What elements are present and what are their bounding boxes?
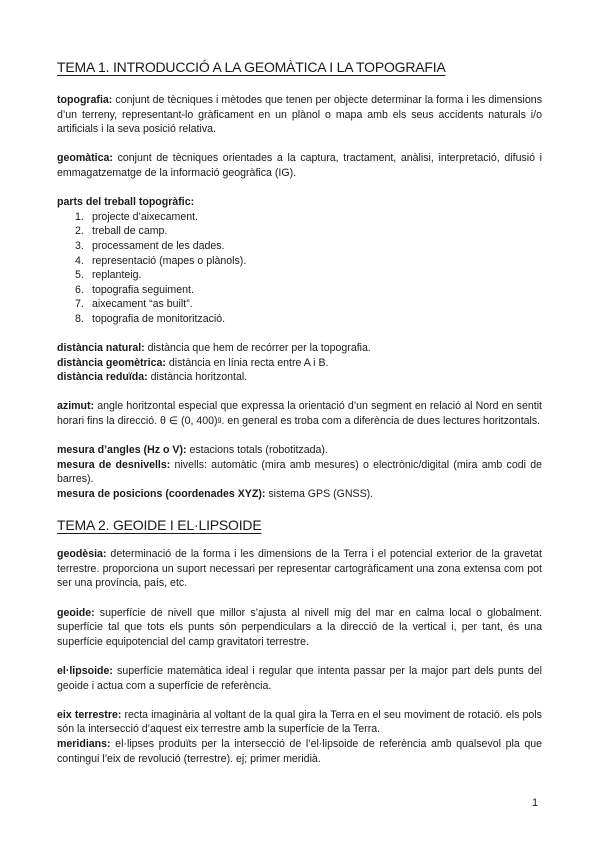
list-item-number: 7. [75, 298, 84, 311]
def-dist-reduida [57, 370, 542, 385]
def-geoide [57, 606, 542, 650]
term-topografia: topografia: [57, 94, 113, 106]
list-item-text: topografia seguiment. [92, 283, 194, 296]
text-dist-geometrica: distància en línia recta entre A i B. [165, 356, 329, 369]
parts-list [57, 210, 542, 327]
list-item-number: 4. [75, 254, 84, 267]
list-item-number: 5. [75, 269, 84, 282]
term-dist-reduida: distància reduïda: [57, 371, 148, 384]
list-item-text: topografia de monitorització. [92, 312, 226, 325]
tema1-title: TEMA 1. INTRODUCCIÓ A LA GEOMÀTICA I LA TOPOGRAFIA [57, 59, 446, 75]
def-geomatica [57, 151, 542, 180]
text-azimut: angle horitzontal especial que expressa la orientació d’un segment en relació al Nord en sentit horari fins la direcció. θ ∈ (0, 400)ᵍ. en general es troba com a diferència de dues lectures horitzontals. [57, 400, 542, 428]
def-mesura-angles [57, 443, 542, 458]
def-mesura-posicions [57, 487, 542, 502]
term-eix-terrestre: eix terrestre: [57, 708, 122, 721]
list-item [57, 312, 542, 327]
list-item-number: 8. [75, 312, 84, 325]
parts-title: parts del treball topogràfic: [57, 196, 195, 209]
text-mesura-angles: estacions totals (robotitzada). [186, 444, 328, 457]
text-geodesia: determinació de la forma i les dimensions de la Terra i el potencial exterior de la gravetat terrestre. proporciona un suport necessari per representar cartogràficament una zona extensa com pot ser una província, país, etc. [57, 548, 542, 590]
list-item [57, 210, 542, 225]
term-azimut: azimut: [57, 400, 95, 413]
list-item-text: aixecament “as built”. [92, 298, 193, 311]
term-mesura-angles: mesura d’angles (Hz o V): [57, 444, 187, 457]
def-mesura-desnivells [57, 458, 542, 487]
term-mesura-desnivells: mesura de desnivells: [57, 458, 171, 471]
measurements-section [57, 443, 542, 501]
def-dist-geometrica [57, 356, 542, 371]
list-item-text: processament de les dades. [92, 239, 225, 252]
text-mesura-desnivells: nivells: automàtic (mira amb mesures) o electrònic/digital (mira amb codi de barres). [57, 458, 543, 486]
list-item-number: 6. [75, 283, 84, 296]
term-ellipsoide: el·lipsoide: [57, 664, 113, 677]
term-geodesia: geodèsia: [57, 548, 107, 561]
list-item-number: 3. [75, 239, 84, 252]
text-dist-natural: distància que hem de recórrer per la topografia. [144, 342, 371, 355]
def-eix-terrestre [57, 708, 542, 737]
document-page [57, 58, 542, 766]
def-ellipsoide [57, 664, 542, 693]
term-dist-natural: distància natural: [57, 342, 145, 355]
list-item-text: replanteig. [92, 269, 142, 282]
text-meridians: el·lipses produïts per la intersecció de l’el·lipsoide de referència amb qualsevol pla que contingui l’eix de revolució (terrestre). ej; primer meridià. [57, 737, 542, 765]
text-eix-terrestre: recta imaginària al voltant de la qual gira la Terra en el seu moviment de rotació. els pols són la intersecció d’aquest eix terrestre amb la superfície de la Terra. [57, 708, 542, 736]
def-topografia [57, 93, 542, 137]
page-number: 1 [532, 797, 539, 809]
distances-section [57, 341, 542, 385]
term-meridians: meridians: [57, 737, 111, 750]
text-geomatica: conjunt de tècniques orientades a la captura, tractament, anàlisi, interpretació, difusió i emmagatzematge de la informació geogràfica (IG). [57, 152, 542, 179]
term-mesura-posicions: mesura de posicions (coordenades XYZ): [57, 488, 266, 501]
def-azimut [57, 399, 542, 428]
tema2-title: TEMA 2. GEOIDE I EL·LIPSOIDE [57, 517, 262, 534]
parts-section [57, 195, 542, 326]
list-item-number: 2. [75, 225, 84, 238]
list-item [57, 283, 542, 298]
term-geoide: geoide: [57, 606, 95, 619]
term-geomatica: geomàtica: [57, 152, 113, 165]
axis-section [57, 708, 542, 766]
list-item [57, 224, 542, 239]
term-dist-geometrica: distància geomètrica: [57, 356, 166, 369]
list-item-text: treball de camp. [92, 225, 168, 238]
def-meridians [57, 737, 542, 766]
def-dist-natural [57, 341, 542, 356]
list-item-text: representació (mapes o plànols). [92, 254, 247, 267]
def-geodesia [57, 547, 542, 591]
text-topografia: conjunt de tècniques i mètodes que tenen per objecte determinar la forma i les dimensions d’un terreny, representant-lo gràficament en un plànol o mapa amb els seus accidents naturals i/o artificials i la seva posició relativa. [57, 94, 542, 136]
list-item-text: projecte d’aixecament. [92, 210, 198, 223]
list-item-number: 1. [75, 210, 84, 223]
list-item [57, 297, 542, 312]
list-item [57, 268, 542, 283]
text-ellipsoide: superfície matemàtica ideal i regular que intenta passar per la major part dels punts del geoide i actua com a superfície de referència. [57, 664, 542, 692]
list-item [57, 239, 542, 254]
text-mesura-posicions: sistema GPS (GNSS). [265, 488, 374, 501]
text-geoide: superfície de nivell que millor s’ajusta al nivell mig del mar en calma local o globalment. superfície tal que tots els punts són perpendiculars a la direcció de la vertical i, per tant, és una superfície equipotencial del camp gravitatori terrestre. [57, 606, 542, 648]
list-item [57, 254, 542, 269]
text-dist-reduida: distància horitzontal. [147, 371, 248, 384]
